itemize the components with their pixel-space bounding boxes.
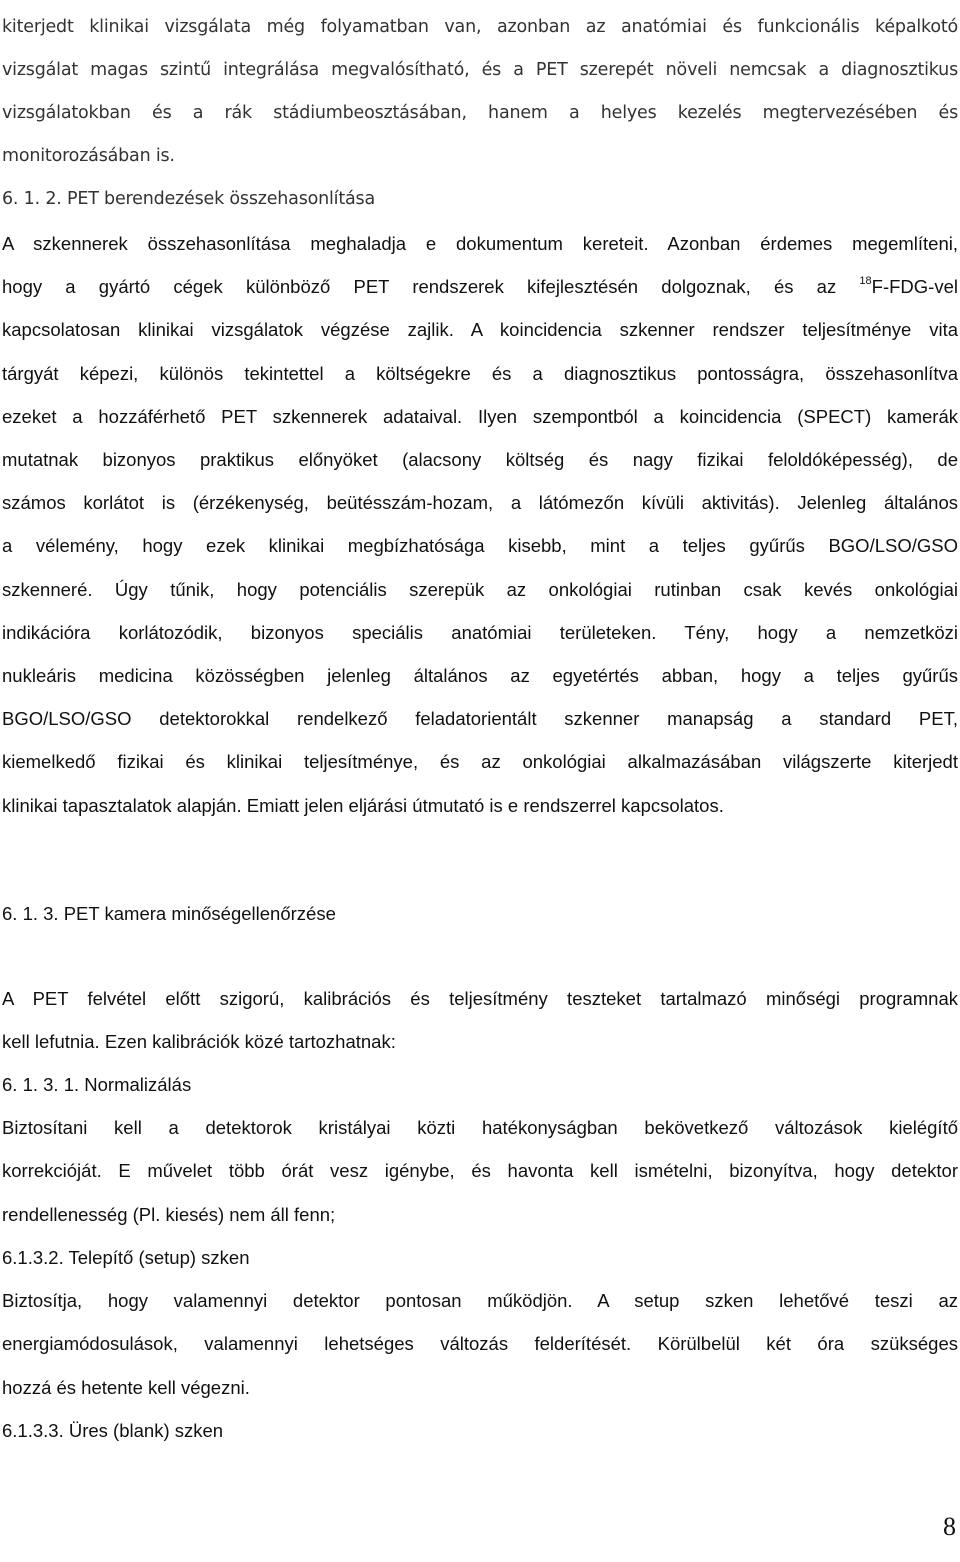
section-heading-613-text: 6. 1. 3. PET kamera minőségellenőrzése <box>2 903 336 924</box>
intro-line: kiterjedt klinikai vizsgálata még folyamatban van, azonban az anatómiai és funkcionális képalkotó <box>2 17 958 37</box>
body-line: Biztosítani kell a detektorok kristályai közti hatékonyságban bekövetkező változások kielégítő <box>2 1117 958 1139</box>
body-line-isotope <box>2 265 958 308</box>
section-heading-612: 6. 1. 2. PET berendezések összehasonlítása <box>2 189 375 209</box>
body-line: számos korlátot is (érzékenység, beütésszám-hozam, a látómezőn kívüli aktivitás). Jelenleg általános <box>2 492 958 514</box>
body-line: kell lefutnia. Ezen kalibrációk közé tartozhatnak: <box>2 1031 396 1053</box>
body-line: energiamódosulások, valamennyi lehetséges változás felderítését. Körülbelül két óra szükséges <box>2 1333 958 1355</box>
isotope-mass-number: 18 <box>859 275 872 288</box>
body-line: klinikai tapasztalatok alapján. Emiatt jelen eljárási útmutató is e rendszerrel kapcsolatos. <box>2 794 724 816</box>
body-line: kapcsolatosan klinikai vizsgálatok végzése zajlik. A koincidencia szkenner rendszer teljesítménye vita <box>2 319 958 341</box>
section-612-paragraph <box>2 222 958 827</box>
body-line-text: hogy a gyártó cégek különböző PET rendszerek kifejlesztésén dolgoznak, és az <box>2 276 837 298</box>
intro-line: vizsgálat magas szintű integrálása megvalósítható, és a PET szerepét növeli nemcsak a diagnosztikus <box>2 60 958 80</box>
subsection-heading-6133: 6.1.3.3. Üres (blank) szken <box>2 1419 224 1441</box>
intro-line: vizsgálatokban és a rák stádiumbeosztásában, hanem a helyes kezelés megtervezésében és <box>2 103 958 123</box>
subsection-heading-6132: 6.1.3.2. Telepítő (setup) szken <box>2 1247 250 1268</box>
body-line: ezeket a hozzáférhető PET szkennerek adataival. Ilyen szempontból a koincidencia (SPECT) kamerák <box>2 405 958 427</box>
body-line: Biztosítja, hogy valamennyi detektor pontosan működjön. A setup szken lehetővé teszi az <box>2 1290 958 1312</box>
body-line: korrekcióját. E művelet több órát vesz igénybe, és havonta kell ismételni, bizonyítva, hogy detektor <box>2 1160 958 1182</box>
subsection-6131 <box>2 1063 958 1236</box>
body-line: mutatnak bizonyos praktikus előnyöket (alacsony költség és nagy fizikai feloldóképesség), de <box>2 449 958 471</box>
body-line: BGO/LSO/GSO detektorokkal rendelkező feladatorientált szkenner manapság a standard PET, <box>2 708 958 730</box>
body-line: nukleáris medicina közösségben jelenleg általános az egyetértés abban, hogy a teljes gyűrűs <box>2 665 958 687</box>
body-line: A szkennerek összehasonlítása meghaladja e dokumentum kereteit. Azonban érdemes megemlíteni, <box>2 233 958 254</box>
intro-paragraph <box>2 6 958 221</box>
body-line: szkenneré. Úgy tűnik, hogy potenciális szerepük az onkológiai rutinban csak kevés onkológiai <box>2 578 958 600</box>
isotope-name: F-FDG-vel <box>871 276 958 298</box>
body-line: rendellenesség (Pl. kiesés) nem áll fenn; <box>2 1203 336 1225</box>
subsection-6132 <box>2 1236 958 1452</box>
body-line: a vélemény, hogy ezek klinikai megbízhatósága kisebb, mint a teljes gyűrűs BGO/LSO/GSO <box>2 535 958 557</box>
body-line: indikációra korlátozódik, bizonyos speciális anatómiai területeken. Tény, hogy a nemzetközi <box>2 621 958 643</box>
body-line: tárgyát képezi, különös tekintettel a költségekre és a diagnosztikus pontosságra, összehasonlítva <box>2 362 958 384</box>
body-line: kiemelkedő fizikai és klinikai teljesítménye, és az onkológiai alkalmazásában világszerte kiterjedt <box>2 751 958 773</box>
page-number: 8 <box>943 1512 956 1541</box>
body-line: A PET felvétel előtt szigorú, kalibrációs és teljesítmény teszteket tartalmazó minőségi programnak <box>2 988 958 1009</box>
isotope-label <box>859 276 958 297</box>
subsection-heading-6131: 6. 1. 3. 1. Normalizálás <box>2 1074 192 1095</box>
body-line: hozzá és hetente kell végezni. <box>2 1376 250 1398</box>
intro-line: monitorozásában is. <box>2 146 175 166</box>
section-heading-613 <box>2 892 958 935</box>
section-613-paragraph <box>2 977 958 1063</box>
